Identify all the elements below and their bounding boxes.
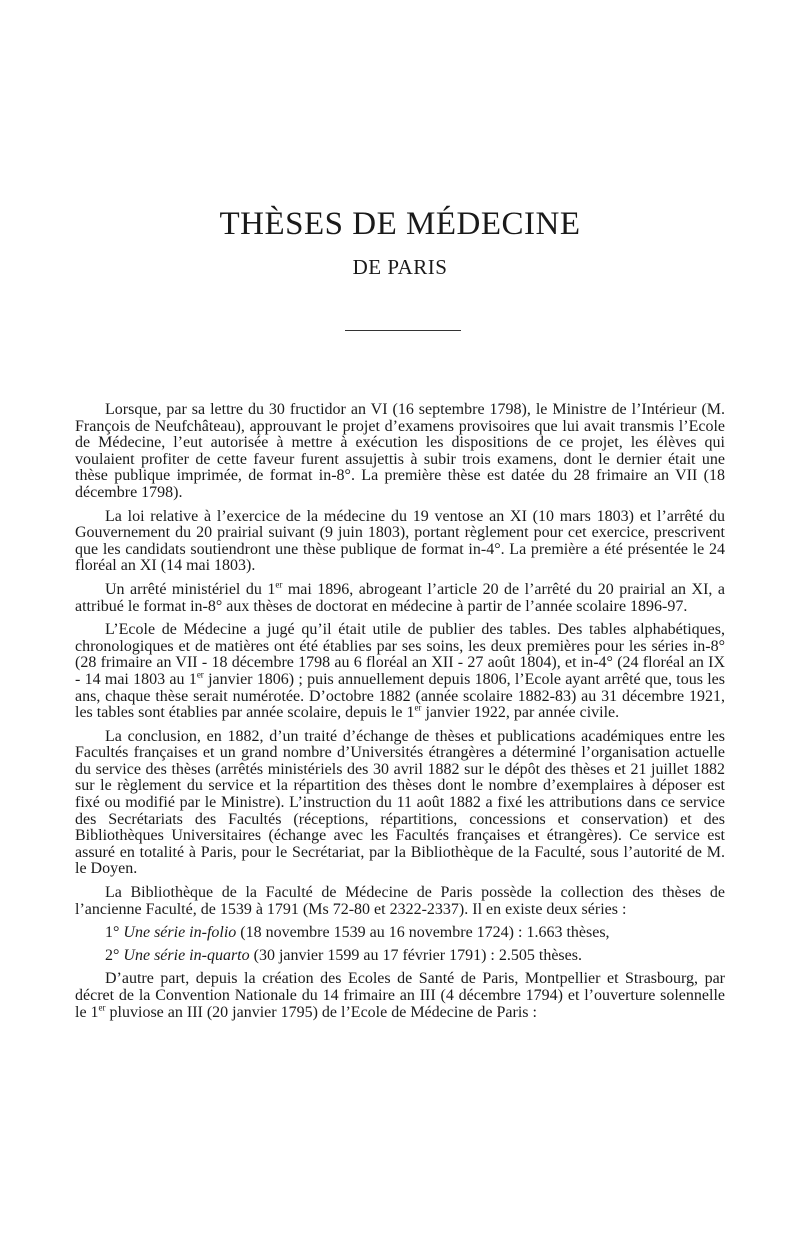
paragraph: La Bibliothèque de la Faculté de Médecine de Paris possède la collection des thèses de l’ancienne Faculté, de 1539 à 1791 (Ms 72-80 et 2322-2337). Il en existe deux séries : (75, 884, 725, 918)
paragraph: Un arrêté ministériel du 1er mai 1896, abrogeant l’article 20 de l’arrêté du 20 prairial an XI, a attribué le format in-8° aux thèses de doctorat en médecine à partir de l’année scolaire 1896-97. (75, 579, 725, 615)
page-subtitle: DE PARIS (352, 255, 448, 279)
paragraph: L’Ecole de Médecine a jugé qu’il était utile de publier des tables. Des tables alphabétiques, chronologiques et de matières ont été établies par ses soins, les deux premières pour les séries in-8° (28 frimaire an VII - 18 décembre 1798 au 6 floréal an XII - 27 août 1804), et in-4° (24 floréal an IX - 14 mai 1803 au 1er janvier 1806) ; puis annuellement depuis 1806, l’Ecole ayant arrêté que, tous les ans, chaque thèse serait numérotée. D’octobre 1882 (année scolaire 1882-83) au 31 décembre 1921, les tables sont établies par année scolaire, depuis le 1er janvier 1922, par année civile. (75, 621, 726, 722)
paragraph: Lorsque, par sa lettre du 30 fructidor an VI (16 septembre 1798), le Ministre de l’Intérieur (M. François de Neufchâteau), approuvant le projet d’examens provisoires que lui avait transmis l’Ecole de Médecine, l’eut autorisée à mettre à exécution les dispositions de ce projet, les élèves qui voulaient profiter de cette faveur furent assujettis à subir trois examens, dont le dernier était une thèse publique imprimée, de format in-8°. La première thèse est datée du 28 frimaire an VII (18 décembre 1798). (75, 401, 725, 501)
paragraph: La conclusion, en 1882, d’un traité d’échange de thèses et publications académiques entre les Facultés françaises et un grand nombre d’Universités étrangères a déterminé l’organisation actuelle du service des thèses (arrêtés ministériels des 30 avril 1882 sur le dépôt des thèses et 21 juillet 1882 sur le règlement du service et la répartition des thèses dont le nombre d’exemplaires à déposer est fixé ou modifié par le Ministre). L’instruction du 11 août 1882 a fixé les attributions dans ce service des Secrétariats des Facultés (réceptions, répartitions, concessions et conservation) et des Bibliothèques Universitaires (échange avec les Facultés françaises et étrangères). Ce service est assuré en totalité à Paris, pour le Secrétariat, par la Bibliothèque de la Faculté, sous l’autorité de M. le Doyen. (75, 727, 725, 878)
title-divider (345, 330, 461, 331)
series-name: Une série in-quarto (123, 946, 250, 964)
series-detail: (18 novembre 1539 au 16 novembre 1724) : 1.663 thèses, (240, 924, 610, 942)
series-detail: (30 janvier 1599 au 17 février 1791) : 2.505 thèses. (253, 946, 582, 964)
series-item (75, 948, 725, 965)
series-number: 1° (105, 924, 120, 942)
ordinal-superscript: er (414, 702, 422, 713)
series-name: Une série in-folio (123, 924, 237, 942)
ordinal-superscript: er (196, 669, 204, 680)
paragraph: D’autre part, depuis la création des Ecoles de Santé de Paris, Montpellier et Strasbourg, par décret de la Convention Nationale du 14 frimaire an III (4 décembre 1794) et l’ouverture solennelle le 1er pluviose an III (20 janvier 1795) de l’Ecole de Médecine de Paris : (75, 970, 725, 1021)
ordinal-superscript: er (275, 579, 283, 590)
paragraph: La loi relative à l’exercice de la médecine du 19 ventose an XI (10 mars 1803) et l’arrêté du Gouvernement du 20 prairial suivant (9 juin 1803), portant règlement pour cet exercice, prescrivent que les candidats soutiendront une thèse publique de format in-4°. La première a été présentée le 24 floréal an XI (14 mai 1803). (75, 507, 725, 575)
ordinal-superscript: er (98, 1002, 106, 1013)
document-body (75, 402, 725, 1028)
page-title: THÈSES DE MÉDECINE (219, 206, 581, 242)
series-item (75, 925, 725, 942)
series-number: 2° (105, 946, 120, 964)
